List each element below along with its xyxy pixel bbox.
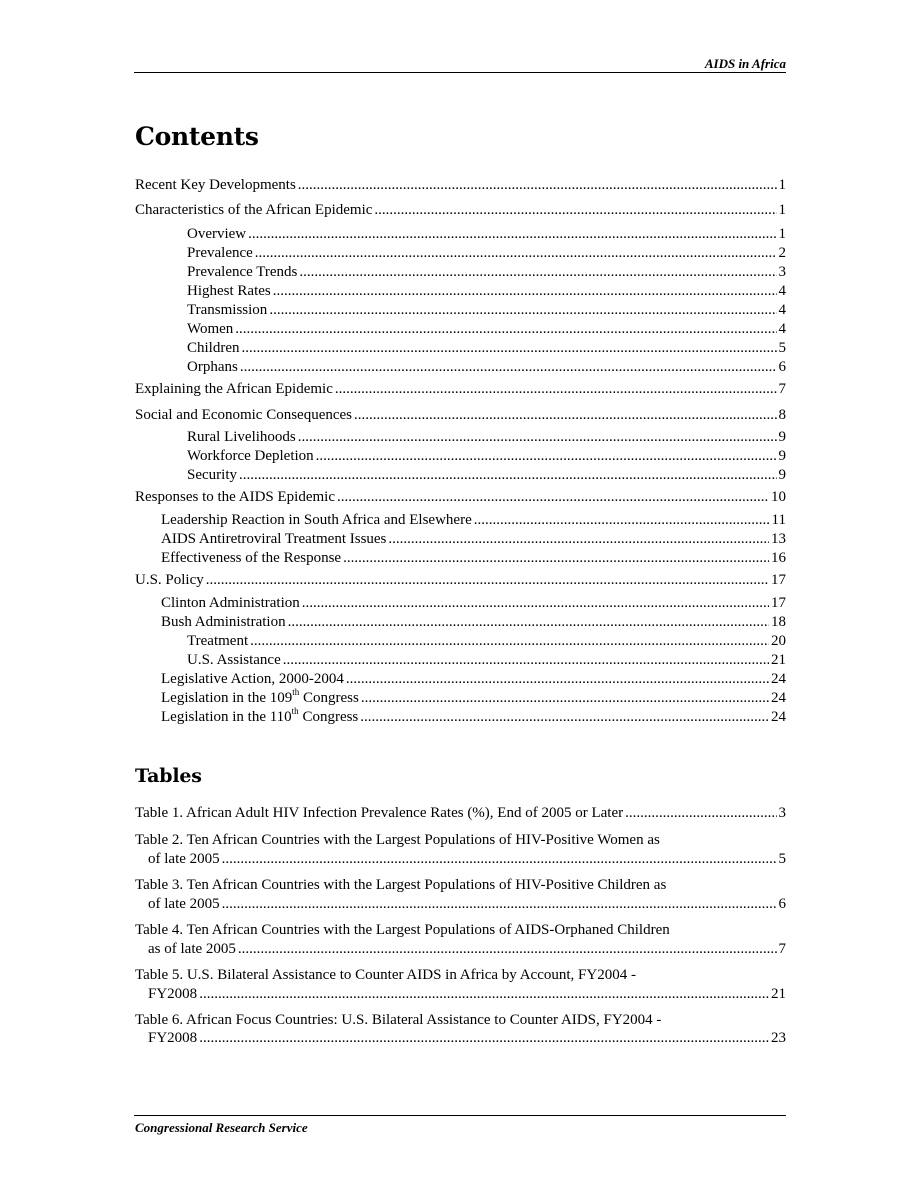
toc-entry-children[interactable]: Children ..... 5 [187,339,786,358]
toc-entry-orphans[interactable]: Orphans ..... 6 [187,358,786,377]
toc-entry-treatment[interactable]: Treatment ..... 20 [187,632,786,651]
toc-entry-women[interactable]: Women ..... 4 [187,320,786,339]
toc-entry-explaining[interactable]: Explaining the African Epidemic ..... 7 [135,380,786,399]
footer-text: Congressional Research Service [135,1120,308,1135]
footer-rule [134,1115,786,1116]
table-entry-6[interactable]: FY2008 ..... 23 [148,1029,786,1048]
contents-title: Contents [135,122,259,151]
table-entry-2[interactable]: of late 2005 ..... 5 [148,850,786,869]
toc-entry-prevalence[interactable]: Prevalence ..... 2 [187,244,786,263]
tables-title: Tables [135,765,202,787]
table-entry-1[interactable]: Table 1. African Adult HIV Infection Prevalence Rates (%), End of 2005 or Later ..... 3 [135,804,786,823]
table-entry-4[interactable]: as of late 2005 ..... 7 [148,940,786,959]
toc-entry-transmission[interactable]: Transmission ..... 4 [187,301,786,320]
toc-entry-workforce-depletion[interactable]: Workforce Depletion ..... 9 [187,447,786,466]
toc-entry-legislative-action[interactable]: Legislative Action, 2000-2004 ..... 24 [161,670,786,689]
table-entry-5[interactable]: FY2008 ..... 21 [148,985,786,1004]
toc-entry-overview[interactable]: Overview ..... 1 [187,225,786,244]
toc-entry-leadership-reaction[interactable]: Leadership Reaction in South Africa and Elsewhere ..... 11 [161,511,786,530]
toc-entry-characteristics[interactable]: Characteristics of the African Epidemic ..... 1 [135,201,786,220]
table-entry-2-title[interactable]: Table 2. Ten African Countries with the Largest Populations of HIV-Positive Women as [135,832,660,848]
toc-entry-clinton[interactable]: Clinton Administration ..... 17 [161,594,786,613]
toc-entry-rural-livelihoods[interactable]: Rural Livelihoods ..... 9 [187,428,786,447]
table-entry-4-title[interactable]: Table 4. Ten African Countries with the Largest Populations of AIDS-Orphaned Children [135,922,670,938]
toc-entry-effectiveness[interactable]: Effectiveness of the Response ..... 16 [161,549,786,568]
table-entry-3-title[interactable]: Table 3. Ten African Countries with the Largest Populations of HIV-Positive Children as [135,877,667,893]
toc-entry-prevalence-trends[interactable]: Prevalence Trends ..... 3 [187,263,786,282]
toc-entry-security[interactable]: Security ..... 9 [187,466,786,485]
running-header: AIDS in Africa [704,56,786,71]
toc-entry-responses[interactable]: Responses to the AIDS Epidemic ..... 10 [135,488,786,507]
toc-entry-recent-key-developments[interactable]: Recent Key Developments ..... 1 [135,176,786,195]
table-entry-3[interactable]: of late 2005 ..... 6 [148,895,786,914]
toc-entry-110th-congress[interactable]: Legislation in the 110th Congress ..... 24 [161,708,786,727]
toc-entry-highest-rates[interactable]: Highest Rates ..... 4 [187,282,786,301]
toc-entry-us-policy[interactable]: U.S. Policy ..... 17 [135,571,786,590]
table-entry-5-title[interactable]: Table 5. U.S. Bilateral Assistance to Counter AIDS in Africa by Account, FY2004 - [135,967,636,983]
toc-entry-us-assistance[interactable]: U.S. Assistance ..... 21 [187,651,786,670]
table-entry-6-title[interactable]: Table 6. African Focus Countries: U.S. Bilateral Assistance to Counter AIDS, FY2004 - [135,1012,662,1028]
toc-entry-arv-treatment[interactable]: AIDS Antiretroviral Treatment Issues ..... 13 [161,530,786,549]
toc-entry-consequences[interactable]: Social and Economic Consequences ..... 8 [135,406,786,425]
toc-entry-bush[interactable]: Bush Administration ..... 18 [161,613,786,632]
toc-entry-109th-congress[interactable]: Legislation in the 109th Congress ..... 24 [161,689,786,708]
header-rule [134,72,786,73]
